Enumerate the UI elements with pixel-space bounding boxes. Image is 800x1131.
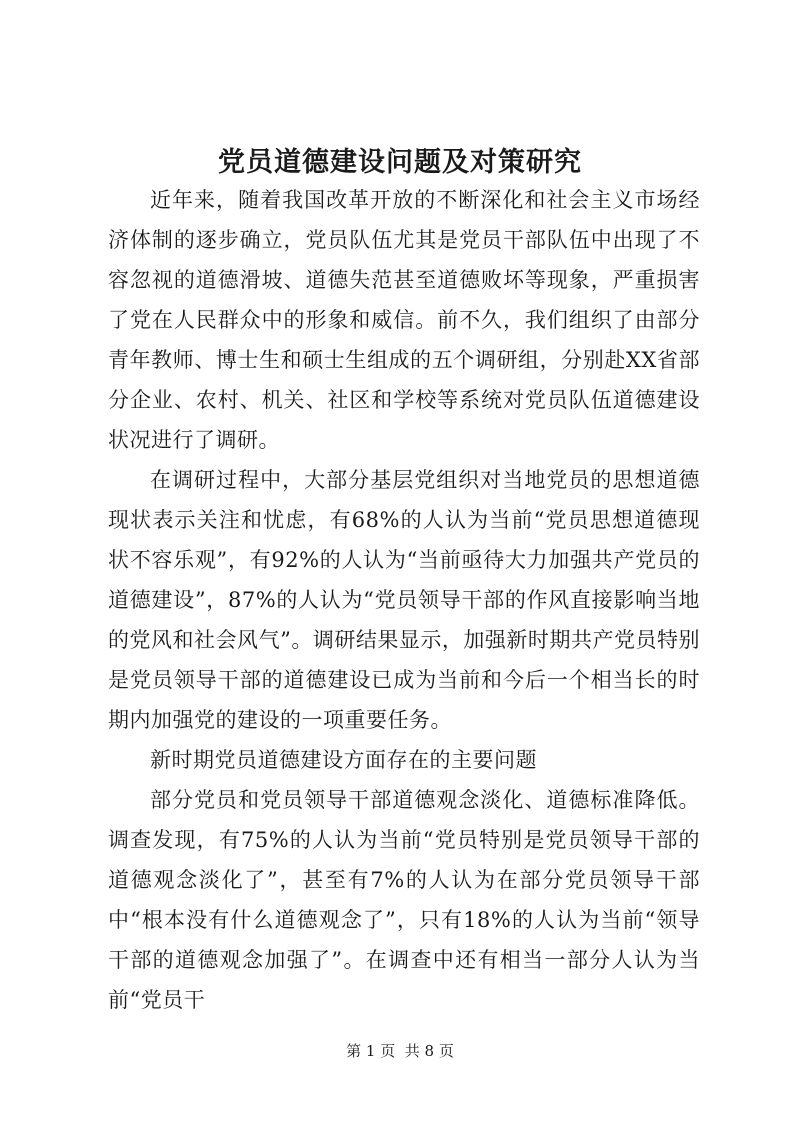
document-body (108, 180, 700, 1020)
paragraph-problem: 部分党员和党员领导干部道德观念淡化、道德标准降低。调查发现，有75%的人认为当前“党员特别是党员领导干部的道德观念淡化了”，甚至有7%的人认为在部分党员领导干部中“根本没有什么道德观念了”，只有18%的人认为当前“领导干部的道德观念加强了”。在调查中还有相当一部分人认为当前“党员干 (108, 788, 700, 1012)
section-heading: 新时期党员道德建设方面存在的主要问题 (150, 748, 537, 772)
page-footer (0, 1040, 800, 1061)
document-title: 党员道德建设问题及对策研究 (218, 147, 582, 178)
paragraph-intro: 近年来，随着我国改革开放的不断深化和社会主义市场经济体制的逐步确立，党员队伍尤其是党员干部队伍中出现了不容忽视的道德滑坡、道德失范甚至道德败坏等现象，严重损害了党在人民群众中的形象和威信。前不久，我们组织了由部分青年教师、博士生和硕士生组成的五个调研组，分别赴XX省部分企业、农村、机关、社区和学校等系统对党员队伍道德建设状况进行了调研。 (108, 188, 700, 452)
paragraph-survey: 在调研过程中，大部分基层党组织对当地党员的思想道德现状表示关注和忧虑，有68%的人认为当前“党员思想道德现状不容乐观”，有92%的人认为“当前亟待大力加强共产党员的道德建设”，87%的人认为“党员领导干部的作风直接影响当地的党风和社会风气”。调研结果显示，加强新时期共产党员特别是党员领导干部的道德建设已成为当前和今后一个相当长的时期内加强党的建设的一项重要任务。 (108, 468, 700, 732)
page-number: 第 1 页 共 8 页 (346, 1042, 454, 1060)
